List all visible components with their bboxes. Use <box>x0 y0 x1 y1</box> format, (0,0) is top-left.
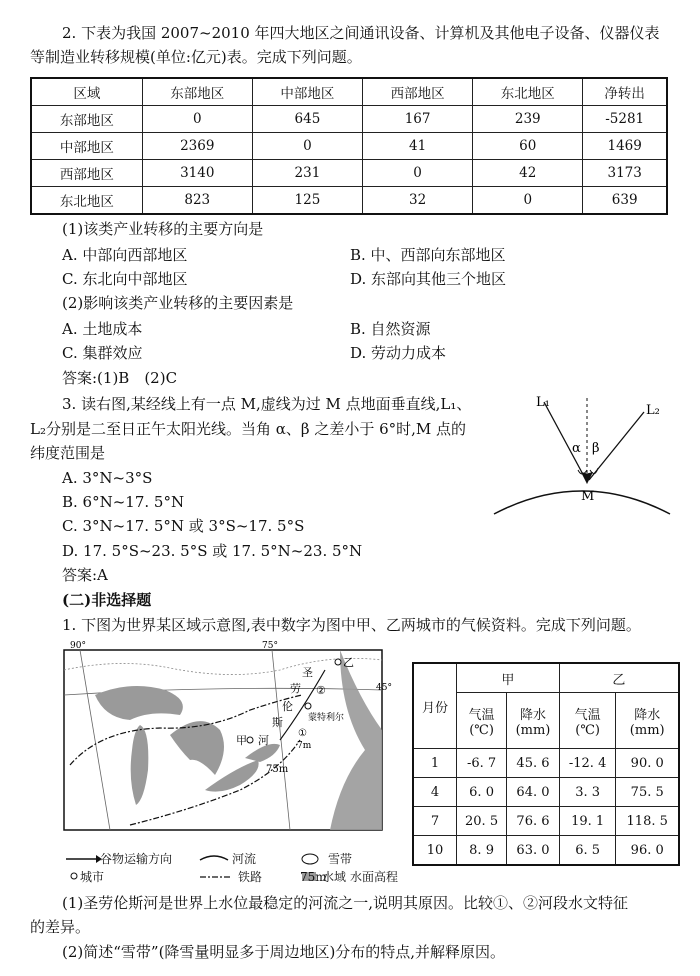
legend-river: 河流 <box>232 852 257 866</box>
q2-sub1-option-c: C. 东北向中部地区 <box>62 270 188 288</box>
table-cell: 6. 0 <box>457 778 507 807</box>
q3-answer: 答案:A <box>62 566 108 584</box>
q2-sub2-option-d: D. 劳动力成本 <box>350 344 447 362</box>
lat45-label: 45° <box>376 683 392 693</box>
table-cell: 东北地区 <box>31 187 142 215</box>
region-map <box>40 640 392 840</box>
q2-sub2: (2)影响该类产业转移的主要因素是 <box>62 294 294 312</box>
table-cell: -5281 <box>583 106 667 133</box>
table-cell: 41 <box>363 133 473 160</box>
q2-sub1-option-d: D. 东部向其他三个地区 <box>350 270 507 288</box>
lon75-label: 75° <box>262 641 278 651</box>
table-row <box>31 160 667 187</box>
table-cell: 823 <box>142 187 252 215</box>
table-header: 东部地区 <box>142 78 252 106</box>
table-cell: 64. 0 <box>507 778 560 807</box>
city-jia-header: 甲 <box>457 663 560 693</box>
table-cell: 1 <box>413 749 457 778</box>
city-icon <box>71 873 77 879</box>
label-lao: 劳 <box>290 682 301 695</box>
label-si: 斯 <box>272 716 283 729</box>
table-cell: 1469 <box>583 133 667 160</box>
table-cell: 32 <box>363 187 473 215</box>
table-row <box>31 106 667 133</box>
table-cell: 118. 5 <box>616 807 679 836</box>
table-cell: 125 <box>252 187 362 215</box>
table-cell: 中部地区 <box>31 133 142 160</box>
m-label: M <box>581 489 595 504</box>
table-cell: 8. 9 <box>457 836 507 866</box>
section2-title: (二)非选择题 <box>62 591 152 609</box>
lon90-label: 90° <box>70 641 86 651</box>
q3-option-d: D. 17. 5°S~23. 5°S 或 17. 5°N~23. 5°N <box>62 542 363 560</box>
month-header: 月份 <box>413 663 457 749</box>
table-header: 中部地区 <box>252 78 362 106</box>
q2-intro-line1: 2. 下表为我国 2007~2010 年四大地区之间通讯设备、计算机及其他电子设备、仪器仪表 <box>62 24 660 42</box>
q3-line2: L₂分别是二至日正午太阳光线。当角 α、β 之差小于 6°时,M 点的 <box>30 420 467 438</box>
table-cell: 20. 5 <box>457 807 507 836</box>
l1-label: L₁ <box>536 395 550 410</box>
section2-q1-intro: 1. 下图为世界某区域示意图,表中数字为图中甲、乙两城市的气候资料。完成下列问题。 <box>62 616 641 634</box>
label-lun: 伦 <box>282 700 293 713</box>
label-7m: 7m <box>297 741 312 751</box>
question-1-line2: 的差异。 <box>30 918 91 936</box>
label-circle1: ① <box>298 728 307 739</box>
climate-table <box>412 662 680 866</box>
label-sheng: 圣 <box>302 666 313 679</box>
table-cell: 639 <box>583 187 667 215</box>
q2-sub1-option-b: B. 中、西部向东部地区 <box>350 246 506 264</box>
table-header: 东北地区 <box>473 78 583 106</box>
temp-header: 气温 (℃) <box>559 693 616 749</box>
table-cell: 0 <box>473 187 583 215</box>
table-header: 净转出 <box>583 78 667 106</box>
table-cell: 19. 1 <box>559 807 616 836</box>
table-row <box>413 836 679 866</box>
table-cell: 西部地区 <box>31 160 142 187</box>
table-cell: 231 <box>252 160 362 187</box>
question-1-line1: (1)圣劳伦斯河是世界上水位最稳定的河流之一,说明其原因。比较①、②河段水文特征 <box>62 894 629 912</box>
table-row <box>31 133 667 160</box>
table-cell: 76. 6 <box>507 807 560 836</box>
label-75m: 75m <box>266 764 289 775</box>
table-cell: 75. 5 <box>616 778 679 807</box>
precip-header: 降水 (mm) <box>507 693 560 749</box>
table-cell: 2369 <box>142 133 252 160</box>
table-row <box>413 778 679 807</box>
table-cell: 167 <box>363 106 473 133</box>
table-cell: 645 <box>252 106 362 133</box>
label-he: 河 <box>258 734 269 747</box>
table-cell: 3140 <box>142 160 252 187</box>
q2-sub2-option-b: B. 自然资源 <box>350 320 431 338</box>
legend-city: 城市 <box>80 870 105 884</box>
legend-grain: 谷物运输方向 <box>100 852 173 866</box>
q2-sub1-option-a: A. 中部向西部地区 <box>62 246 188 264</box>
table-header-row <box>31 78 667 106</box>
precip-header: 降水 (mm) <box>616 693 679 749</box>
table-cell: -12. 4 <box>559 749 616 778</box>
river-icon <box>200 856 228 860</box>
legend-snow: 雪带 <box>328 852 353 866</box>
label-montreal: 蒙特利尔 <box>308 713 345 723</box>
q2-sub2-option-c: C. 集群效应 <box>62 344 143 362</box>
table-cell: 3173 <box>583 160 667 187</box>
label-jia: 甲 <box>236 734 247 747</box>
table-cell: 0 <box>252 133 362 160</box>
table-cell: 7 <box>413 807 457 836</box>
l2-label: L₂ <box>646 403 660 418</box>
q2-sub1: (1)该类产业转移的主要方向是 <box>62 220 264 238</box>
table-cell: 3. 3 <box>559 778 616 807</box>
table-row <box>31 187 667 215</box>
question-2-line: (2)简述“雪带”(降雪量明显多于周边地区)分布的特点,并解释原因。 <box>62 943 506 961</box>
q3-line1: 3. 读右图,某经线上有一点 M,虚线为过 M 点地面垂直线,L₁、 <box>62 395 472 413</box>
snow-icon <box>302 854 318 864</box>
table-cell: -6. 7 <box>457 749 507 778</box>
table-cell: 10 <box>413 836 457 866</box>
q2-intro-line2: 等制造业转移规模(单位:亿元)表。完成下列问题。 <box>30 48 362 66</box>
table-cell: 60 <box>473 133 583 160</box>
city-yi-header: 乙 <box>559 663 679 693</box>
table-cell: 4 <box>413 778 457 807</box>
table-cell: 63. 0 <box>507 836 560 866</box>
table-cell: 42 <box>473 160 583 187</box>
table-row <box>413 807 679 836</box>
q3-option-c: C. 3°N~17. 5°N 或 3°S~17. 5°S <box>62 517 305 535</box>
sun-angle-diagram <box>492 390 672 520</box>
q3-line3: 纬度范围是 <box>30 444 106 462</box>
q2-sub2-option-a: A. 土地成本 <box>62 320 143 338</box>
table-header: 西部地区 <box>363 78 473 106</box>
legend-water: 水域 <box>322 870 347 884</box>
legend-rail: 铁路 <box>238 870 263 884</box>
table-cell: 90. 0 <box>616 749 679 778</box>
q3-option-b: B. 6°N~17. 5°N <box>62 493 185 511</box>
q3-option-a: A. 3°N~3°S <box>62 469 153 487</box>
transfer-table <box>30 77 668 215</box>
table-header: 区域 <box>31 78 142 106</box>
table-cell: 45. 6 <box>507 749 560 778</box>
table-cell: 96. 0 <box>616 836 679 866</box>
temp-header: 气温 (℃) <box>457 693 507 749</box>
label-yi: 乙 <box>343 656 354 669</box>
table-row <box>413 749 679 778</box>
table-cell: 6. 5 <box>559 836 616 866</box>
label-circle2: ② <box>316 684 326 697</box>
beta-label: β <box>592 441 600 456</box>
table-cell: 0 <box>142 106 252 133</box>
legend-elev-num: 75m <box>300 870 327 884</box>
alpha-label: α <box>572 441 581 456</box>
table-cell: 239 <box>473 106 583 133</box>
table-cell: 0 <box>363 160 473 187</box>
legend-elev: 水面高程 <box>350 870 399 884</box>
table-cell: 东部地区 <box>31 106 142 133</box>
q2-answer: 答案:(1)B (2)C <box>62 369 178 387</box>
